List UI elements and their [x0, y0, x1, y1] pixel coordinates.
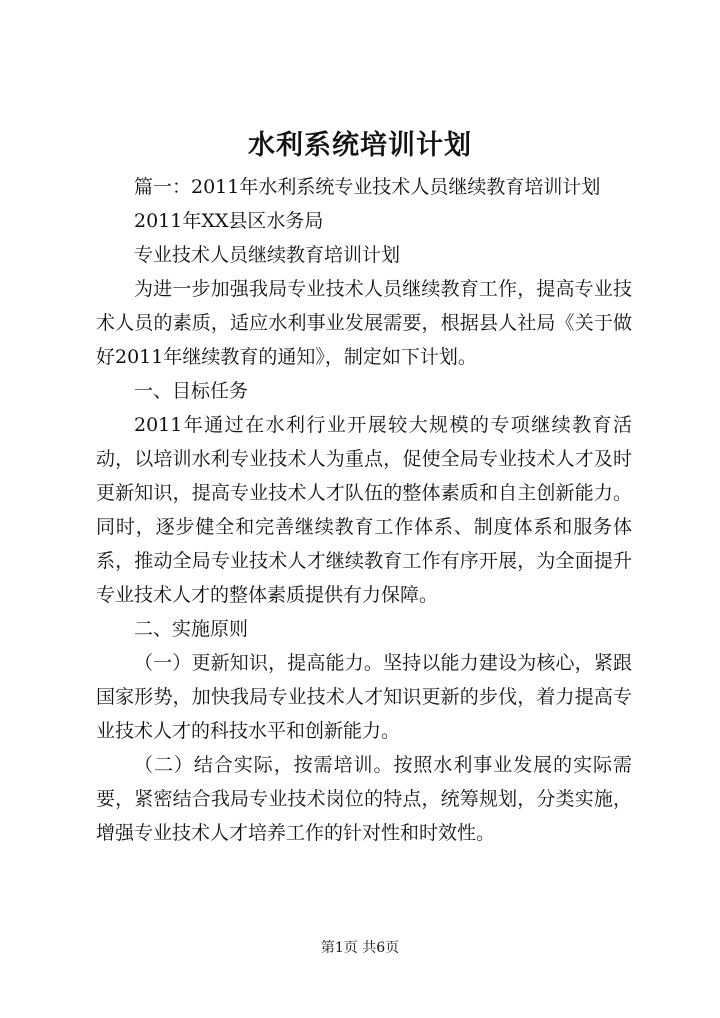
section-heading-goals: 一、目标任务 — [134, 380, 249, 402]
paragraph-issuer: 2011年XX县区水务局 — [134, 210, 324, 232]
paragraph-series-heading: 篇一：2011年水利系统专业技术人员继续教育培训计划 — [134, 176, 601, 198]
paragraph-plan-name: 专业技术人员继续教育培训计划 — [134, 244, 401, 266]
page-footer: 第1页 共6页 — [320, 940, 400, 956]
section-heading-principles: 二、实施原则 — [134, 618, 249, 640]
document-title: 水利系统培训计划 — [248, 130, 472, 161]
paragraph-principle-2: （二）结合实际，按需培训。按照水利事业发展的实际需要，紧密结合我局专业技术岗位的特点，统筹规划，分类实施，增强专业技术人才培养工作的针对性和时效性。 — [96, 754, 632, 844]
paragraph-intro: 为进一步加强我局专业技术人员继续教育工作，提高专业技术人员的素质，适应水利事业发展需要，根据县人社局《关于做好2011年继续教育的通知》，制定如下计划。 — [96, 278, 632, 368]
paragraph-goals: 2011年通过在水利行业开展较大规模的专项继续教育活动，以培训水利专业技术人为重点，促使全局专业技术人才及时更新知识，提高专业技术人才队伍的整体素质和自主创新能力。同时，逐步健全和完善继续教育工作体系、制度体系和服务体系，推动全局专业技术人才继续教育工作有序开展，为全面提升专业技术人才的整体素质提供有力保障。 — [96, 414, 632, 606]
document-body — [96, 170, 632, 850]
paragraph-principle-1: （一）更新知识，提高能力。坚持以能力建设为核心，紧跟国家形势，加快我局专业技术人才知识更新的步伐，着力提高专业技术人才的科技水平和创新能力。 — [96, 652, 632, 742]
